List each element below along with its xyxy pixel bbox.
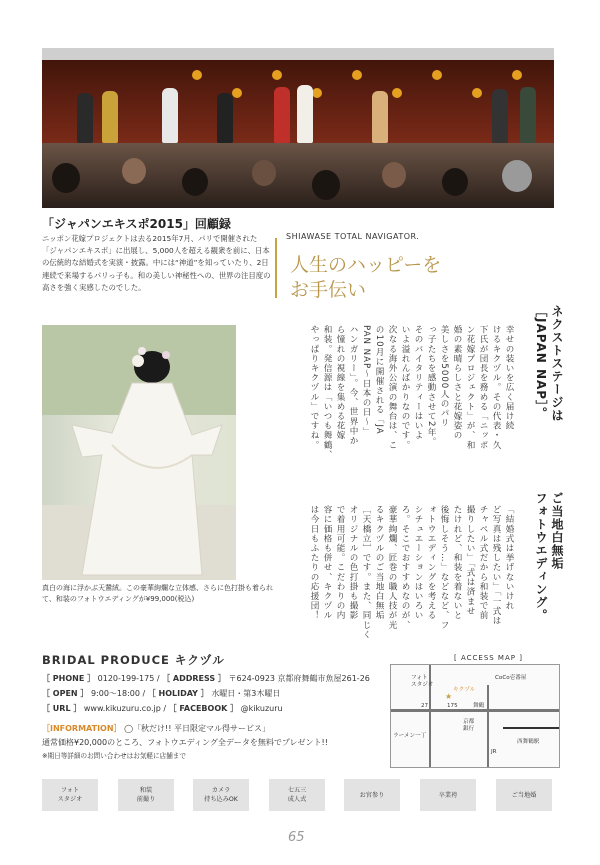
chip-line: 七五三: [287, 787, 307, 794]
performer: [297, 85, 313, 143]
sponsor-logo: [512, 70, 522, 80]
chip-photo-studio[interactable]: [42, 779, 98, 811]
body-line: 美しさを5000人のパリ: [439, 325, 449, 428]
body-line: いよ溢れんばかりなのです。: [400, 325, 410, 450]
map-road: [391, 709, 559, 712]
map-railway: [503, 727, 559, 729]
body-line: たけれど、和装を着ないと: [452, 505, 462, 621]
sponsor-logo: [392, 88, 402, 98]
info-line: [42, 723, 270, 734]
map-label: CoCo壱番屋: [495, 675, 527, 681]
expo-body: ニッポン花嫁プロジェクトは去る2015年7月、パリで開催された「ジャパンエキスポ」に出展し、5,000人を超える観衆を前に、日本の伝統的な結婚式を実演・披露。中には“神道”を知っていたり、2日連続で来場するパリっ子も。和の美しい神秘性への、世界の注目度の高さを強く実感したのでした。: [42, 234, 271, 292]
performer: [372, 91, 388, 143]
map-title: [ ACCESS MAP ]: [454, 654, 523, 662]
body-line: 撮りしたい」「式は済ませ: [465, 505, 475, 616]
audience-head: [442, 168, 468, 196]
chip-line: カメラ: [211, 787, 231, 794]
chip-hakama[interactable]: [420, 779, 476, 811]
chip-line: 成人式: [287, 796, 307, 803]
performer: [102, 91, 118, 143]
body-line: 後悔しそう…」などなど、フ: [439, 505, 449, 630]
performer: [492, 89, 508, 143]
holiday-text: 水曜日・第3木曜日: [211, 689, 281, 698]
map-label: ラーメン一丁: [393, 733, 427, 739]
chip-shichigosan[interactable]: [269, 779, 325, 811]
audience-head: [502, 160, 532, 192]
map-label: 舞鶴: [473, 703, 485, 709]
body-line: 次なる海外公演の舞台は、こ: [387, 325, 397, 450]
address-label: ［ ADDRESS ］: [162, 674, 226, 683]
section1-heading-line1: ネクストステージは: [550, 305, 564, 422]
map-label: 27: [421, 703, 429, 709]
gold-divider: [275, 238, 277, 298]
audience-head: [312, 170, 340, 200]
chip-line: 前撮り: [136, 796, 156, 803]
map-label: キクヅル: [453, 687, 476, 693]
performer: [520, 87, 536, 143]
store-star-icon: ★: [445, 692, 453, 701]
sponsor-logo: [272, 70, 282, 80]
facebook-link[interactable]: @kikuzuru: [240, 704, 283, 713]
audience-head: [122, 158, 146, 184]
map-label: 西舞鶴駅: [517, 739, 540, 745]
body-line: ら憧れの視線を集める花嫁: [335, 325, 345, 441]
sponsor-logo: [192, 70, 202, 80]
sponsor-logo: [352, 70, 362, 80]
info-body: 通常価格¥20,000のところ、フォトウエディング全データを無料でプレゼント!!: [42, 738, 328, 747]
chip-omiyamairi[interactable]: [344, 779, 400, 811]
stage-banner: [42, 48, 554, 60]
section2-heading-line1: ご当地白無垢: [550, 492, 564, 570]
body-line: 婚の素晴らしさと花嫁姿の: [452, 325, 462, 441]
photo-caption: 真白の海に浮かぶ天鵞絨。この豪華絢爛な立体感、さらに色打掛も着られて、和装のフォトウエディングが¥99,000(税込): [42, 584, 273, 603]
map-label: 175: [447, 703, 458, 709]
section2-heading: [533, 492, 565, 642]
headline-line-2: お手伝い: [290, 279, 367, 301]
section1-body: [285, 325, 515, 495]
audience-head: [52, 163, 80, 193]
info-title: ◯「秋だけ!! 平日限定マル得サービス」: [124, 724, 271, 733]
chip-line: ご当地婚: [511, 791, 537, 799]
sponsor-logo: [312, 88, 322, 98]
stage-photo: [42, 48, 554, 208]
audience-head: [182, 168, 208, 196]
body-line: シチュエーションはいろい: [413, 505, 423, 621]
chip-line: お宮参り: [359, 791, 385, 799]
navigator-label: SHIAWASE TOTAL NAVIGATOR.: [286, 232, 420, 241]
body-line: は今日もふたりの応援団！: [309, 505, 319, 621]
url-label: ［ URL ］: [42, 704, 82, 713]
open-label: ［ OPEN ］: [42, 689, 89, 698]
body-line: PAN NAP〜日本の日〜」: [361, 325, 371, 437]
audience-head: [382, 162, 406, 188]
info-note: ※期日等詳細のお問い合わせはお気軽に店舗まで: [42, 752, 186, 760]
audience-head: [252, 160, 276, 186]
kimono-photo: [42, 325, 236, 580]
contact-line-3: ［ URL ］ www.kikuzuru.co.jp / ［ FACEBOOK ］ @kikuzuru: [42, 704, 283, 713]
page-number: 65: [288, 830, 305, 845]
url-link[interactable]: www.kikuzuru.co.jp: [83, 704, 161, 713]
map-label: 京都: [463, 719, 475, 725]
map-label: 銀行: [463, 726, 475, 732]
bride-figure: [42, 325, 236, 580]
chip-line: 持ち込みOK: [204, 796, 238, 803]
contact-line-1: ［ PHONE ］ 0120-199-175 / ［ ADDRESS ］ 〒624-0923 京都府舞鶴市魚屋261-26: [42, 674, 370, 683]
body-line: で着用可能。こだわりの内: [335, 505, 345, 621]
body-line: けるキクヅル。その代表・久: [491, 325, 501, 450]
expo-title: 「ジャパンエキスポ2015」回顧録: [42, 217, 231, 231]
facebook-label: ［ FACEBOOK ］: [168, 704, 239, 713]
bridal-title: BRIDAL PRODUCE キクヅル: [42, 653, 225, 667]
info-label: ［INFORMATION］: [42, 724, 122, 733]
phone-label: ［ PHONE ］: [42, 674, 96, 683]
body-line: 下氏が団長を務める「ニッポ: [478, 325, 488, 450]
sponsor-logo: [232, 88, 242, 98]
body-line: オリジナルの色打掛も撮影: [348, 505, 358, 621]
body-line: 和装。発信源は「いつも舞鶴、: [322, 325, 332, 460]
sponsor-logo: [432, 70, 442, 80]
section2-body: [285, 505, 515, 645]
chip-line: スタジオ: [57, 796, 83, 803]
section2-heading-line2: フォトウエディング。: [534, 492, 548, 622]
section1-heading-line2: ［JAPAN NAP］。: [534, 305, 548, 421]
contact-line-2: ［ OPEN ］ 9:00〜18:00 / ［ HOLIDAY ］ 水曜日・第3木曜日: [42, 689, 281, 698]
sponsor-logo: [472, 88, 482, 98]
body-line: ハンガリー」。今、世界中か: [348, 325, 358, 446]
body-line: 幸せの装いを広く届け続: [504, 325, 514, 431]
chip-wasou[interactable]: [118, 779, 174, 811]
body-line: 豪華絢爛、匠巻の職人技が光: [387, 505, 397, 630]
body-line: ろ。そこでおすすめなのが、: [400, 505, 410, 630]
body-line: ン花嫁プロジェクト」が、和: [465, 325, 475, 450]
performer: [162, 88, 178, 143]
phone-number[interactable]: 0120-199-175: [97, 674, 155, 683]
body-line: ォトウエディングを考える: [426, 505, 436, 621]
chip-line: 卒業袴: [438, 791, 458, 799]
holiday-label: ［ HOLIDAY ］: [147, 689, 209, 698]
chip-gotouchi[interactable]: [496, 779, 552, 811]
address-text: 〒624-0923 京都府舞鶴市魚屋261-26: [228, 674, 370, 683]
performer: [77, 93, 93, 143]
chip-line: 和装: [139, 787, 153, 794]
performer: [274, 87, 290, 143]
map-label: スタジオ: [411, 682, 434, 688]
map-label: フォト: [411, 675, 428, 681]
map-label: JR: [491, 749, 497, 755]
body-line: 「結婚式は挙げないけれ: [504, 505, 514, 611]
chip-line: フォト: [60, 787, 80, 794]
map-road: [487, 685, 489, 767]
body-line: ど写真は残したい」「一式は: [491, 505, 501, 626]
body-line: ［天橋立］です。また、同じく: [361, 505, 371, 640]
body-line: っ子たちを感動させて2年。: [426, 325, 436, 447]
access-map: [390, 664, 560, 768]
body-line: るキクヅルのご当地白無垢: [374, 505, 384, 621]
body-line: の10月に開催される「JA: [374, 325, 384, 435]
headline-line-1: 人生のハッピーを: [290, 254, 442, 276]
section1-heading: [533, 305, 565, 485]
body-line: そのバイタリティーはいよ: [413, 325, 423, 441]
open-hours: 9:00〜18:00: [90, 689, 140, 698]
chip-camera[interactable]: [193, 779, 249, 811]
body-line: やっぱりキクヅル」ですね。: [309, 325, 319, 450]
audience: [42, 143, 554, 208]
performer: [217, 93, 233, 143]
body-line: チャペル式だから和装で前: [478, 505, 488, 621]
body-line: 容に価格も併せ、キクヅル: [322, 505, 332, 621]
